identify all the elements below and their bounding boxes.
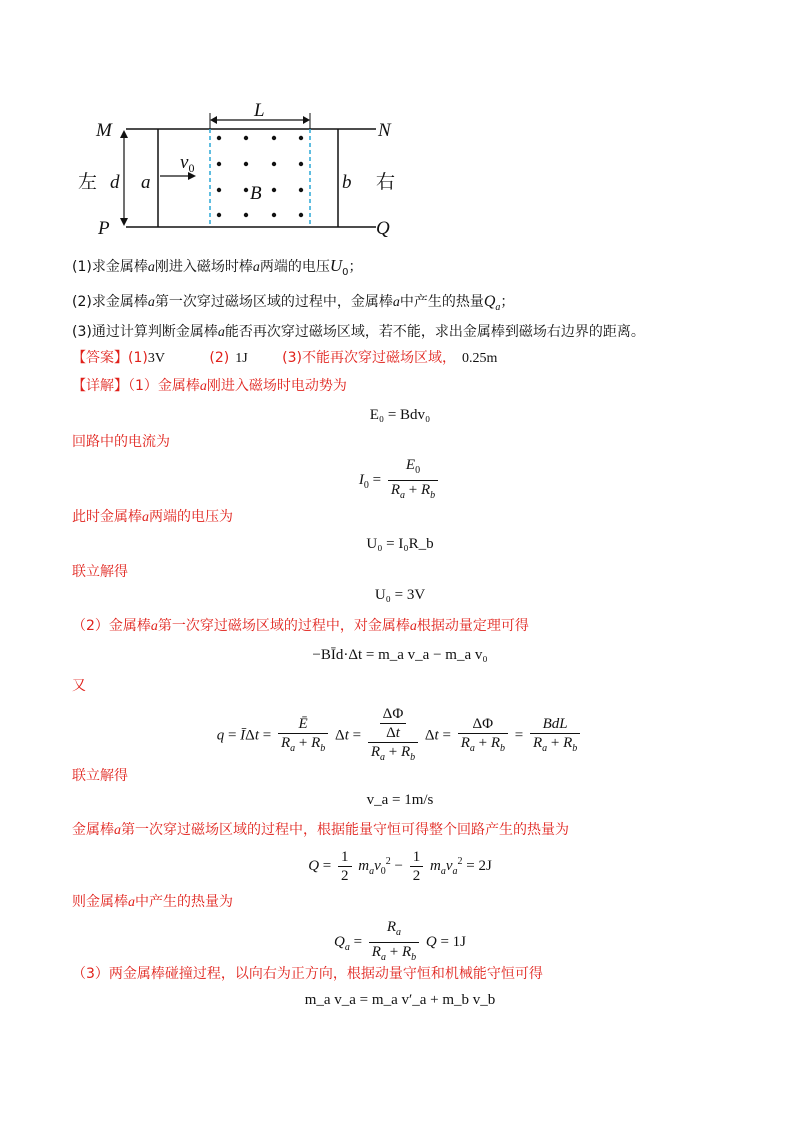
equation-momentum-theorem: −BĪd·Δt = m_a v_a − m_a v₀ — [312, 647, 488, 663]
detail-solve-1: 联立解得 — [72, 564, 128, 580]
equation-voltage: U₀ = I₀R_b — [366, 536, 434, 552]
equation-energy: Q = $\frac{1}{2}$ $m_av_0^2$ − $\frac{1}{2}$ $m_av_a^2 = 2J$ — [308, 849, 492, 884]
detail-part-3: （3）两金属棒碰撞过程，以向右为正方向，根据动量守恒和机械能守恒可得 — [72, 966, 543, 982]
label-left: 左 — [78, 171, 98, 193]
label-b: b — [342, 172, 352, 193]
equation-emf: E₀ = Bdv₀ — [369, 407, 431, 423]
detail-intro: 【详解】（1）金属棒a刚进入磁场时电动势为 — [72, 378, 347, 394]
label-right: 右 — [376, 171, 396, 193]
label-Q: Q — [376, 218, 390, 239]
label-N: N — [378, 120, 391, 141]
label-P: P — [98, 218, 110, 239]
question-3: (3)通过计算判断金属棒a能否再次穿过磁场区域，若不能，求出金属棒到磁场右边界的距离。 — [72, 324, 645, 340]
detail-current: 回路中的电流为 — [72, 434, 170, 450]
label-d: d — [110, 172, 120, 193]
detail-you: 又 — [72, 678, 86, 694]
label-a: a — [141, 172, 151, 193]
magnetic-field-diagram — [78, 96, 416, 246]
detail-energy: 金属棒a第一次穿过磁场区域的过程中，根据能量守恒可得整个回路产生的热量为 — [72, 822, 569, 838]
equation-heat-a: $Q_a$ = $\frac{R_a}{R_a + R_b}$ Q = 1J — [333, 919, 466, 963]
field-dots — [217, 136, 303, 217]
question-2: (2)求金属棒a第一次穿过磁场区域的过程中，金属棒a中产生的热量$Q_a$； — [72, 293, 515, 313]
label-B: B — [250, 183, 262, 204]
question-1: (1)求金属棒a刚进入磁场时棒a两端的电压$U_0$； — [72, 256, 363, 278]
detail-part-2: （2）金属棒a第一次穿过磁场区域的过程中，对金属棒a根据动量定理可得 — [72, 618, 529, 634]
equation-charge: q = ĪΔt = $\frac{Ē}{R_a + R_b}$ Δt = $\frac{\frac{\Delta\Phi}{\Delta t}}{R_a + R_b}$ Δt = $\frac{\Delta\Phi}{R_a + R_b}$ = $\frac{\text{BdL}}{R_a + R_b}$ — [0, 705, 800, 767]
detail-solve-2: 联立解得 — [72, 768, 128, 784]
equation-va-result: v_a = 1m/s — [366, 792, 434, 808]
answer-line: 【答案】(1)3V (2) 1J (3)不能再次穿过磁场区域， 0.25m — [72, 350, 498, 366]
equation-momentum-conservation: m_a v_a = m_a v′_a + m_b v_b — [304, 992, 496, 1008]
detail-voltage: 此时金属棒a两端的电压为 — [72, 509, 233, 525]
equation-current: $I_0$ = $\frac{E_0}{R_a + R_b}$ — [0, 456, 800, 505]
label-v0: $v_0$ — [180, 152, 195, 175]
label-L: L — [254, 100, 265, 121]
label-M: M — [96, 120, 112, 141]
detail-heat: 则金属棒a中产生的热量为 — [72, 894, 233, 910]
equation-u0-result: U₀ = 3V — [374, 587, 426, 603]
